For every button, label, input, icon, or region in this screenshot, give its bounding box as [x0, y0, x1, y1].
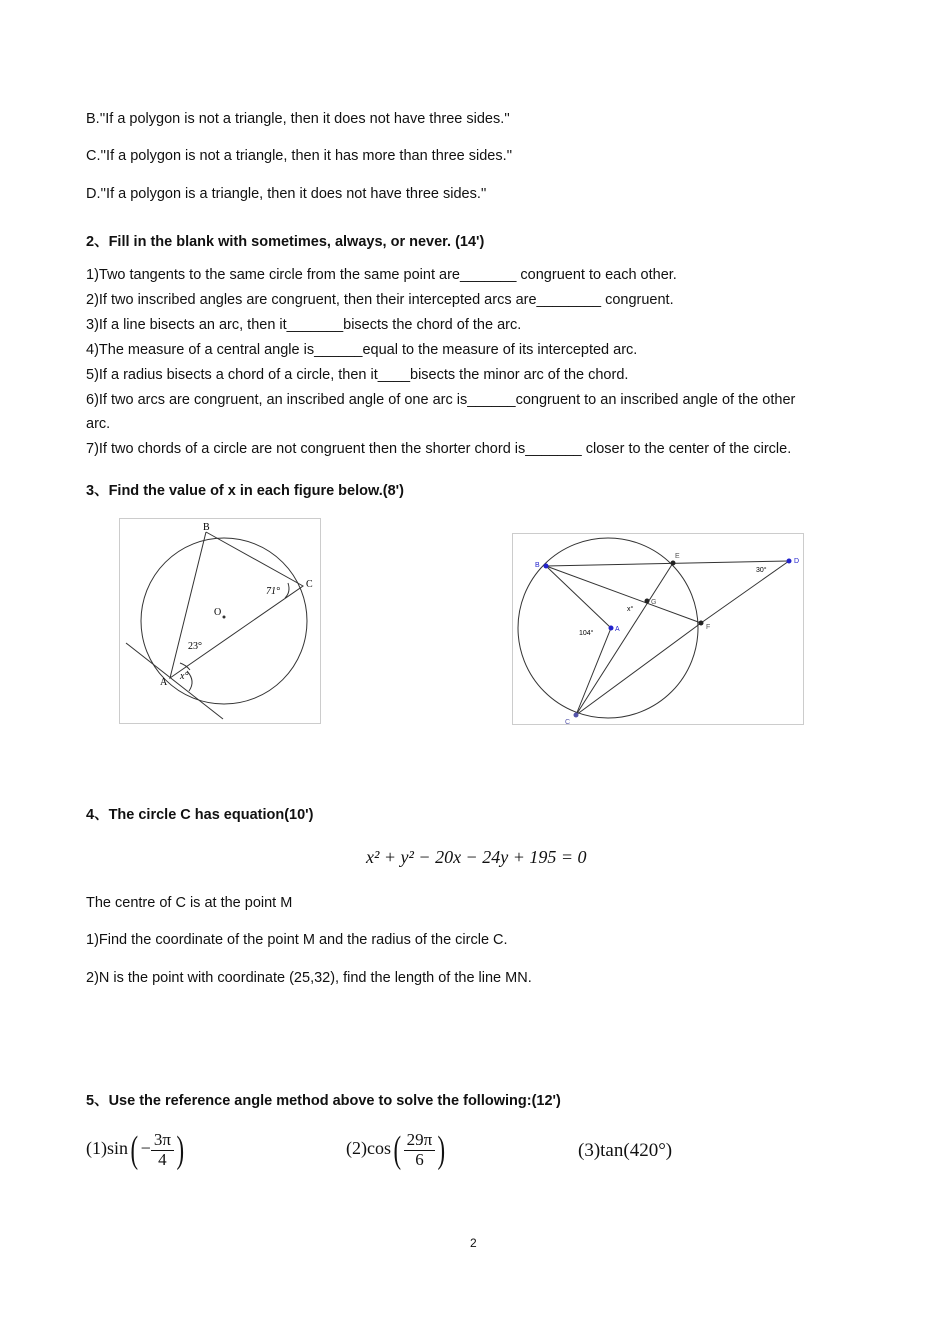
p2-den: 6: [415, 1149, 424, 1169]
p3-label: (3)tan: [578, 1140, 624, 1161]
q2-item: 1)Two tangents to the same circle from the same point are_______ congruent to each other.: [86, 267, 677, 283]
q2-item: 2)If two inscribed angles are congruent, then their intercepted arcs are________ congruent.: [86, 292, 674, 308]
problem-3: [578, 1140, 672, 1162]
angle-d-label: 30°: [756, 567, 767, 574]
label-b: B: [203, 522, 210, 533]
angle-a-label: 23°: [188, 641, 202, 652]
p1-num: 3π: [151, 1131, 174, 1151]
q4-line: 2)N is the point with coordinate (25,32), find the length of the line MN.: [86, 970, 532, 986]
problem-1: (1)sin( − $\frac{3\pi}{4}$ ): [86, 1129, 185, 1171]
q2-item: 4)The measure of a central angle is______equal to the measure of its intercepted arc.: [86, 342, 638, 358]
label-c: C: [306, 579, 313, 590]
label-e: E: [675, 553, 680, 560]
label-a: A: [615, 626, 620, 633]
label-o: O: [214, 607, 222, 618]
q2-item: 5)If a radius bisects a chord of a circle, then it____bisects the minor arc of the chord.: [86, 367, 629, 383]
triangle: [170, 532, 303, 678]
p2-num: 29π: [404, 1131, 436, 1151]
label-a: A: [160, 677, 168, 688]
angle-x-label: x°: [627, 606, 634, 613]
option-d: D.''If a polygon is a triangle, then it does not have three sides.'': [86, 186, 487, 202]
p1-den: 4: [158, 1149, 167, 1169]
option-b: B.''If a polygon is not a triangle, then it does not have three sides.'': [86, 111, 510, 127]
q2-item: 7)If two chords of a circle are not congruent then the shorter chord is_______ closer to the center of the circle.: [86, 441, 792, 457]
q5-heading: 5、Use the reference angle method above to solve the following:(12'): [86, 1093, 561, 1109]
p2-fraction: [404, 1131, 436, 1169]
q2-item: 3)If a line bisects an arc, then it_______bisects the chord of the arc.: [86, 317, 522, 333]
angle-a-label: 104°: [579, 630, 594, 637]
figure-2: [512, 533, 804, 725]
problem-2: (2)cos( $\frac{29\pi}{6}$ ): [346, 1129, 446, 1171]
angle-x-label: x°: [180, 671, 189, 682]
q2-item: 6)If two arcs are congruent, an inscribed angle of one arc is______congruent to an inscribed angle of the other: [86, 392, 796, 408]
label-b: B: [535, 562, 540, 569]
q4-line: The centre of C is at the point M: [86, 895, 293, 911]
p1-fraction: [151, 1131, 174, 1169]
label-c: C: [565, 719, 571, 725]
q3-heading: 3、Find the value of x in each figure below.(8'): [86, 483, 404, 499]
figure-1: [119, 518, 321, 724]
label-d: D: [794, 558, 800, 565]
q4-heading: 4、The circle C has equation(10'): [86, 807, 314, 823]
q2-item: arc.: [86, 416, 111, 432]
option-c: C.''If a polygon is not a triangle, then it has more than three sides.'': [86, 148, 513, 164]
q2-heading: 2、Fill in the blank with sometimes, always, or never. (14'): [86, 234, 485, 250]
p2-label: (2)cos: [346, 1138, 391, 1159]
label-f: F: [706, 624, 711, 631]
tangent-line: [126, 643, 223, 719]
q4-line: 1)Find the coordinate of the point M and the radius of the circle C.: [86, 932, 508, 948]
label-g: G: [651, 599, 657, 606]
angle-c-label: 71°: [266, 586, 280, 597]
p1-label: (1)sin: [86, 1138, 128, 1159]
circle-equation: x² + y² − 20x − 24y + 195 = 0: [366, 847, 587, 867]
p3-arg: (420°): [623, 1140, 673, 1161]
page-number: 2: [470, 1236, 477, 1250]
p1-sign: −: [140, 1138, 151, 1159]
